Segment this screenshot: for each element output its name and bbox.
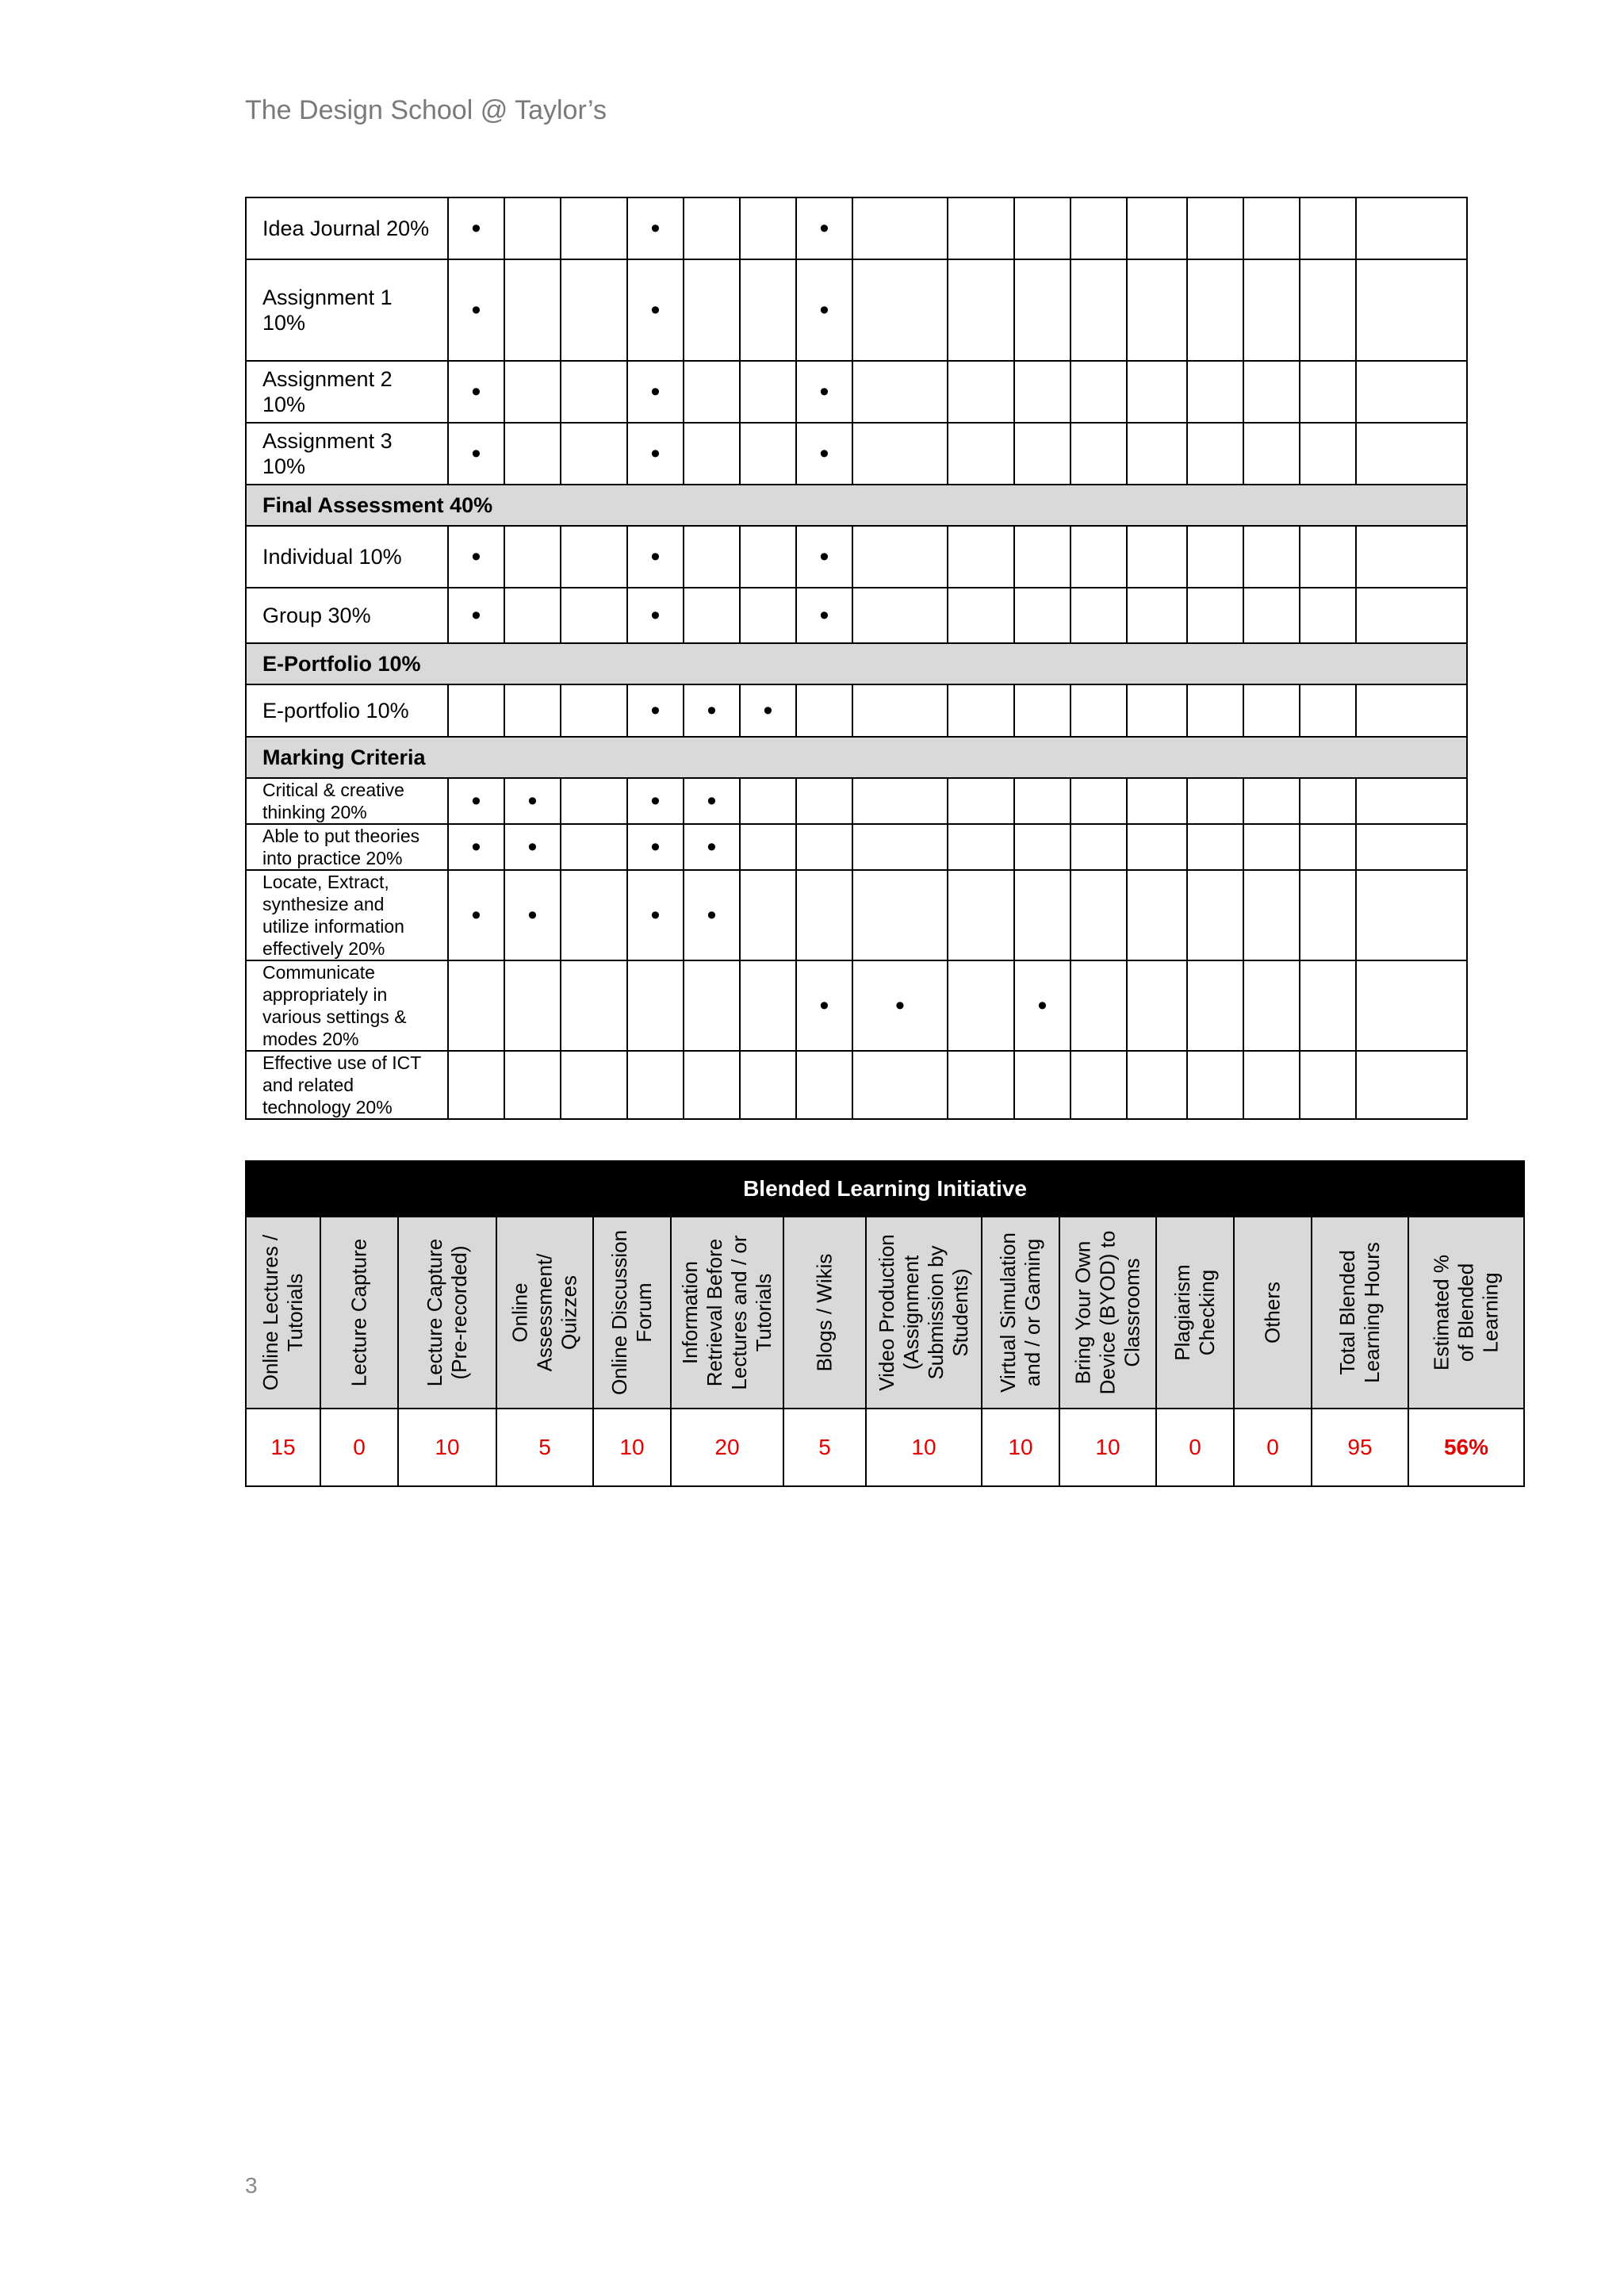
column-header-label: Bring Your Own Device (BYOD) to Classrooms — [1071, 1230, 1144, 1395]
bullet-mark: • — [448, 588, 504, 643]
empty-cell — [948, 259, 1014, 361]
column-header-label: Lecture Capture — [347, 1238, 371, 1387]
empty-cell — [504, 361, 561, 423]
empty-cell — [684, 259, 740, 361]
bullet-mark: • — [1014, 960, 1071, 1051]
bullet-mark: • — [627, 870, 684, 960]
empty-cell — [1127, 197, 1187, 259]
empty-cell — [1014, 778, 1071, 824]
empty-cell — [1071, 778, 1127, 824]
empty-cell — [948, 361, 1014, 423]
hours-value: 95 — [1312, 1409, 1408, 1486]
row-label: Effective use of ICT and related technology 20% — [246, 1051, 448, 1119]
section-row — [246, 485, 1467, 526]
empty-cell — [1187, 423, 1243, 485]
empty-cell — [1127, 824, 1187, 870]
bullet-mark: • — [684, 870, 740, 960]
empty-cell — [1071, 870, 1127, 960]
empty-cell — [561, 960, 627, 1051]
column-header-label: Blogs / Wikis — [812, 1253, 837, 1372]
table-row — [246, 361, 1467, 423]
bullet-mark: • — [627, 197, 684, 259]
column-header-label: Others — [1260, 1281, 1285, 1344]
empty-cell — [852, 1051, 948, 1119]
column-header — [982, 1217, 1059, 1409]
empty-cell — [1127, 778, 1187, 824]
bullet-mark: • — [627, 259, 684, 361]
empty-cell — [740, 423, 796, 485]
empty-cell — [561, 870, 627, 960]
column-header — [320, 1217, 398, 1409]
empty-cell — [684, 1051, 740, 1119]
bullet-mark: • — [448, 197, 504, 259]
empty-cell — [1071, 684, 1127, 737]
bullet-mark: • — [627, 778, 684, 824]
empty-cell — [740, 588, 796, 643]
empty-cell — [1014, 588, 1071, 643]
empty-cell — [1243, 824, 1300, 870]
empty-cell — [1300, 778, 1356, 824]
bullet-mark: • — [627, 361, 684, 423]
empty-cell — [1243, 778, 1300, 824]
empty-cell — [1187, 197, 1243, 259]
empty-cell — [1243, 423, 1300, 485]
empty-cell — [561, 1051, 627, 1119]
table-row — [246, 423, 1467, 485]
empty-cell — [948, 197, 1014, 259]
hours-value: 0 — [1156, 1409, 1234, 1486]
bullet-mark: • — [627, 423, 684, 485]
empty-cell — [1014, 870, 1071, 960]
bullet-mark: • — [448, 259, 504, 361]
empty-cell — [1127, 361, 1187, 423]
empty-cell — [852, 824, 948, 870]
empty-cell — [561, 423, 627, 485]
empty-cell — [1356, 1051, 1467, 1119]
bullet-mark: • — [448, 423, 504, 485]
empty-cell — [852, 870, 948, 960]
hours-value: 10 — [982, 1409, 1059, 1486]
empty-cell — [1356, 960, 1467, 1051]
empty-cell — [504, 960, 561, 1051]
empty-cell — [561, 259, 627, 361]
empty-cell — [1300, 1051, 1356, 1119]
empty-cell — [1014, 526, 1071, 588]
column-header — [1408, 1217, 1524, 1409]
empty-cell — [1300, 361, 1356, 423]
empty-cell — [948, 526, 1014, 588]
column-header — [866, 1217, 982, 1409]
empty-cell — [1300, 526, 1356, 588]
table-row — [246, 197, 1467, 259]
row-label: Assignment 3 10% — [246, 423, 448, 485]
section-heading: Marking Criteria — [246, 737, 1467, 778]
empty-cell — [561, 361, 627, 423]
empty-cell — [1127, 684, 1187, 737]
bullet-mark: • — [448, 778, 504, 824]
empty-cell — [684, 423, 740, 485]
section-row — [246, 643, 1467, 684]
page-header-title: The Design School @ Taylor’s — [245, 95, 607, 125]
row-label: Locate, Extract, synthesize and utilize information effectively 20% — [246, 870, 448, 960]
bullet-mark: • — [796, 361, 852, 423]
empty-cell — [852, 361, 948, 423]
empty-cell — [852, 259, 948, 361]
column-header-label: Total Blended Learning Hours — [1335, 1242, 1384, 1383]
bullet-mark: • — [796, 423, 852, 485]
row-label: Idea Journal 20% — [246, 197, 448, 259]
empty-cell — [1187, 1051, 1243, 1119]
empty-cell — [1127, 1051, 1187, 1119]
empty-cell — [740, 259, 796, 361]
empty-cell — [1014, 1051, 1071, 1119]
bullet-mark: • — [627, 526, 684, 588]
empty-cell — [1014, 684, 1071, 737]
row-label: Communicate appropriately in various settings & modes 20% — [246, 960, 448, 1051]
empty-cell — [504, 526, 561, 588]
column-header-label: Virtual Simulation and / or Gaming — [996, 1232, 1044, 1393]
table-row — [246, 526, 1467, 588]
bullet-mark: • — [684, 778, 740, 824]
hours-value: 10 — [866, 1409, 982, 1486]
empty-cell — [1356, 870, 1467, 960]
hours-value: 0 — [1234, 1409, 1312, 1486]
hours-value: 20 — [671, 1409, 783, 1486]
empty-cell — [740, 361, 796, 423]
column-header — [1156, 1217, 1234, 1409]
empty-cell — [561, 588, 627, 643]
empty-cell — [1356, 526, 1467, 588]
empty-cell — [1071, 824, 1127, 870]
hours-value: 5 — [496, 1409, 593, 1486]
row-label: Critical & creative thinking 20% — [246, 778, 448, 824]
empty-cell — [948, 1051, 1014, 1119]
empty-cell — [1014, 423, 1071, 485]
hours-value: 10 — [398, 1409, 496, 1486]
empty-cell — [1243, 361, 1300, 423]
row-label: Assignment 1 10% — [246, 259, 448, 361]
empty-cell — [1014, 361, 1071, 423]
column-header — [671, 1217, 783, 1409]
bullet-mark: • — [448, 870, 504, 960]
empty-cell — [627, 960, 684, 1051]
bullet-mark: • — [504, 778, 561, 824]
empty-cell — [1356, 423, 1467, 485]
column-header — [398, 1217, 496, 1409]
empty-cell — [1187, 684, 1243, 737]
empty-cell — [1187, 778, 1243, 824]
empty-cell — [684, 526, 740, 588]
empty-cell — [1071, 1051, 1127, 1119]
column-header-label: Lecture Capture (Pre-recorded) — [423, 1238, 471, 1387]
bullet-mark: • — [796, 588, 852, 643]
empty-cell — [1071, 526, 1127, 588]
hours-value: 5 — [783, 1409, 866, 1486]
hours-value: 56% — [1408, 1409, 1524, 1486]
empty-cell — [796, 1051, 852, 1119]
empty-cell — [561, 684, 627, 737]
bullet-mark: • — [504, 824, 561, 870]
empty-cell — [1014, 824, 1071, 870]
empty-cell — [740, 526, 796, 588]
empty-cell — [1356, 778, 1467, 824]
empty-cell — [448, 684, 504, 737]
bullet-mark: • — [448, 526, 504, 588]
empty-cell — [1243, 197, 1300, 259]
empty-cell — [852, 588, 948, 643]
empty-cell — [504, 1051, 561, 1119]
empty-cell — [448, 960, 504, 1051]
empty-cell — [1300, 684, 1356, 737]
page-number: 3 — [245, 2173, 258, 2198]
empty-cell — [1187, 824, 1243, 870]
column-header-label: Online Assessment/ Quizzes — [508, 1253, 581, 1372]
empty-cell — [1243, 1051, 1300, 1119]
empty-cell — [948, 588, 1014, 643]
empty-cell — [448, 1051, 504, 1119]
empty-cell — [740, 778, 796, 824]
row-label: Individual 10% — [246, 526, 448, 588]
bullet-mark: • — [504, 870, 561, 960]
empty-cell — [796, 684, 852, 737]
empty-cell — [561, 824, 627, 870]
empty-cell — [1356, 197, 1467, 259]
column-header — [246, 1217, 320, 1409]
empty-cell — [504, 259, 561, 361]
blended-learning-title: Blended Learning Initiative — [246, 1161, 1524, 1217]
bullet-mark: • — [684, 684, 740, 737]
empty-cell — [948, 870, 1014, 960]
empty-cell — [1014, 259, 1071, 361]
column-header-label: Plagiarism Checking — [1170, 1264, 1219, 1361]
empty-cell — [1187, 870, 1243, 960]
empty-cell — [1187, 259, 1243, 361]
empty-cell — [1300, 870, 1356, 960]
hours-value: 10 — [1059, 1409, 1156, 1486]
empty-cell — [948, 960, 1014, 1051]
column-header — [496, 1217, 593, 1409]
column-header — [1234, 1217, 1312, 1409]
bullet-mark: • — [796, 960, 852, 1051]
empty-cell — [1127, 259, 1187, 361]
assessment-matrix-table — [245, 197, 1468, 1120]
row-label: Group 30% — [246, 588, 448, 643]
row-label: E-portfolio 10% — [246, 684, 448, 737]
empty-cell — [948, 423, 1014, 485]
empty-cell — [1187, 361, 1243, 423]
empty-cell — [1071, 361, 1127, 423]
empty-cell — [1300, 960, 1356, 1051]
empty-cell — [684, 361, 740, 423]
empty-cell — [948, 824, 1014, 870]
column-header-label: Online Lectures / Tutorials — [259, 1234, 307, 1391]
empty-cell — [852, 423, 948, 485]
empty-cell — [1300, 259, 1356, 361]
bullet-mark: • — [796, 526, 852, 588]
empty-cell — [1071, 197, 1127, 259]
column-header-label: Information Retrieval Before Lectures and / or Tutorials — [678, 1235, 776, 1390]
empty-cell — [1071, 588, 1127, 643]
table-row — [246, 870, 1467, 960]
empty-cell — [684, 588, 740, 643]
empty-cell — [740, 197, 796, 259]
empty-cell — [740, 824, 796, 870]
empty-cell — [1127, 870, 1187, 960]
empty-cell — [852, 197, 948, 259]
row-label: Assignment 2 10% — [246, 361, 448, 423]
empty-cell — [796, 870, 852, 960]
empty-cell — [948, 778, 1014, 824]
empty-cell — [852, 684, 948, 737]
empty-cell — [504, 197, 561, 259]
empty-cell — [1300, 197, 1356, 259]
bullet-mark: • — [448, 824, 504, 870]
empty-cell — [1187, 526, 1243, 588]
bullet-mark: • — [852, 960, 948, 1051]
bullet-mark: • — [796, 197, 852, 259]
empty-cell — [561, 197, 627, 259]
empty-cell — [740, 1051, 796, 1119]
empty-cell — [1127, 423, 1187, 485]
empty-cell — [1127, 960, 1187, 1051]
empty-cell — [504, 423, 561, 485]
table-row — [246, 778, 1467, 824]
empty-cell — [1356, 824, 1467, 870]
empty-cell — [740, 960, 796, 1051]
empty-cell — [1243, 960, 1300, 1051]
hours-value: 10 — [593, 1409, 671, 1486]
empty-cell — [1243, 870, 1300, 960]
hours-value: 0 — [320, 1409, 398, 1486]
empty-cell — [504, 588, 561, 643]
empty-cell — [796, 778, 852, 824]
empty-cell — [1071, 423, 1127, 485]
bullet-mark: • — [627, 684, 684, 737]
hours-value: 15 — [246, 1409, 320, 1486]
empty-cell — [1356, 588, 1467, 643]
bullet-mark: • — [796, 259, 852, 361]
table-row — [246, 259, 1467, 361]
empty-cell — [504, 684, 561, 737]
empty-cell — [1127, 526, 1187, 588]
empty-cell — [1127, 588, 1187, 643]
empty-cell — [852, 526, 948, 588]
empty-cell — [1014, 197, 1071, 259]
table-row — [246, 960, 1467, 1051]
bullet-mark: • — [627, 824, 684, 870]
empty-cell — [1071, 960, 1127, 1051]
empty-cell — [1243, 588, 1300, 643]
column-header — [1059, 1217, 1156, 1409]
table-row — [246, 588, 1467, 643]
table-row — [246, 824, 1467, 870]
row-label: Able to put theories into practice 20% — [246, 824, 448, 870]
empty-cell — [1187, 960, 1243, 1051]
section-heading: E-Portfolio 10% — [246, 643, 1467, 684]
bullet-mark: • — [627, 588, 684, 643]
column-header-label: Video Production (Assignment Submission by Students) — [875, 1234, 972, 1391]
empty-cell — [1243, 526, 1300, 588]
column-header-label: Online Discussion Forum — [607, 1229, 656, 1396]
empty-cell — [1356, 684, 1467, 737]
empty-cell — [561, 526, 627, 588]
column-header — [1312, 1217, 1408, 1409]
bullet-mark: • — [740, 684, 796, 737]
empty-cell — [684, 197, 740, 259]
empty-cell — [684, 960, 740, 1051]
table-row — [246, 684, 1467, 737]
column-header — [783, 1217, 866, 1409]
empty-cell — [1300, 824, 1356, 870]
empty-cell — [1243, 259, 1300, 361]
empty-cell — [796, 824, 852, 870]
empty-cell — [852, 778, 948, 824]
bullet-mark: • — [448, 361, 504, 423]
empty-cell — [627, 1051, 684, 1119]
empty-cell — [1187, 588, 1243, 643]
section-heading: Final Assessment 40% — [246, 485, 1467, 526]
empty-cell — [1356, 259, 1467, 361]
section-row — [246, 737, 1467, 778]
column-header-label: Estimated % of Blended Learning — [1429, 1255, 1503, 1370]
empty-cell — [948, 684, 1014, 737]
empty-cell — [1071, 259, 1127, 361]
column-header — [593, 1217, 671, 1409]
empty-cell — [1300, 423, 1356, 485]
empty-cell — [740, 870, 796, 960]
bullet-mark: • — [684, 824, 740, 870]
empty-cell — [561, 778, 627, 824]
blended-learning-table — [245, 1160, 1525, 1487]
empty-cell — [1300, 588, 1356, 643]
table-row — [246, 1051, 1467, 1119]
empty-cell — [1243, 684, 1300, 737]
empty-cell — [1356, 361, 1467, 423]
